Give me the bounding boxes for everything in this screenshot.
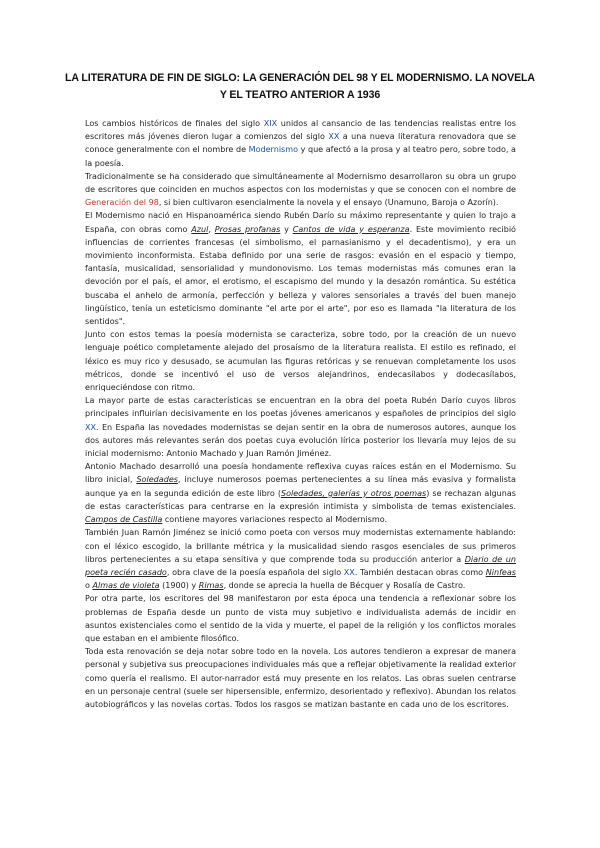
text-run: , incluye numerosos poemas pertenecientes a su línea más evasiva y formalista aunque ya en la segunda edición de este libro (	[85, 475, 516, 498]
text-run: La mayor parte de estas características se encuentran en la obra del poeta Rubén Darío cuyos libros principales influirían decisivamente en los poetas jóvenes americanos y españoles de principios del siglo	[85, 396, 516, 419]
work-title-ninfeas: Ninfeas	[485, 567, 516, 577]
work-title-almas-de-violeta: Almas de violeta	[92, 581, 160, 591]
paragraph-2	[85, 170, 516, 210]
text-run: (1900) y	[159, 581, 199, 591]
work-title-campos-de-castilla: Campos de Castilla	[85, 515, 163, 525]
term-generacion-98: Generación del 98	[85, 198, 159, 208]
text-run: . En España las novedades modernistas se dejan sentir en la obra de numerosos autores, aunque los dos autores más relevantes serán dos poetas cuya evolución lírica posterior los llevaría muy lejos de su inicial modernismo: Antonio Machado y Juan Ramón Jiménez.	[85, 422, 516, 459]
century-xx: XX	[343, 567, 355, 577]
text-run: También Juan Ramón Jiménez se inició como poeta con versos muy modernistas externamente hablando: con el léxico escogido, la brillante métrica y la musicalidad siendo rasgos esenciales de sus primeros libros pertenecientes a su etapa sensitiva y que comprende toda su producción anterior a	[85, 528, 516, 564]
text-run: a una nueva literatura renovadora que se conoce generalmente con el nombre de	[85, 132, 516, 155]
work-title-rimas: Rimas	[198, 581, 224, 591]
paragraph-7	[85, 526, 516, 592]
text-run: . Este movimiento recibió influencias de corrientes francesas (el simbolismo, el parnasianismo y el decadentismo), y era un movimiento inconformista. Estaba definido por una serie de rasgos: evasión en el espacio y tiempo, fantasía, musicalidad, sensorialidad y mundonovismo. Los temas modernistas más comunes eran la devoción por el país, el amor, el erotismo, el escapismo del mundo y la desazón romántica. Su estética buscaba el anhelo de armonía, perfección y belleza y valores sensoriales a través del buen manejo lingüístico, tenía un esteticismo dominante "el arte por el arte", por eso es llamada "la literatura de los sentidos".	[85, 224, 516, 327]
work-title-soledades-galerias: Soledades, galerías y otros poemas	[280, 488, 427, 498]
work-title-soledades: Soledades	[136, 475, 178, 485]
text-run: o	[85, 581, 93, 591]
text-run: ,	[208, 224, 215, 234]
century-xx: XX	[328, 132, 340, 142]
work-title-azul: Azul	[191, 224, 209, 234]
text-run: Antonio Machado desarrolló una poesía hondamente reflexiva cuyas raíces están en el Modernismo. Su libro inicial,	[85, 462, 516, 485]
text-run: y que afectó a la prosa y al teatro pero, sobre todo, a la poesía.	[85, 145, 516, 168]
text-run: . También destacan obras como	[354, 567, 486, 577]
text-run: y	[280, 224, 293, 234]
text-run: contiene mayores variaciones respecto al Modernismo.	[162, 515, 388, 525]
text-run: unidos al cansancio de las tendencias realistas entre los escritores más jóvenes dieron lugar a comienzos del siglo	[85, 119, 517, 142]
paragraph-1	[85, 117, 516, 170]
paragraph-9: Toda esta renovación se deja notar sobre todo en la novela. Los autores tendieron a expresar de manera personal y subjetiva sus preocupaciones individuales más que a reflejar objetivamente la realidad exterior como quería el realismo. El autor-narrador está muy presente en los relatos. Las obras suelen centrarse en un personaje central (suele ser hipersensible, enfermizo, desorientado y reflexivo). Abundan los relatos autobiográficos y las novelas cortas. Todos los rasgos se matizan bastante en cada uno de los escritores.	[85, 647, 516, 709]
text-run: Tradicionalmente se ha considerado que simultáneamente al Modernismo desarrollaron su obra un grupo de escritores que coinciden en muchos aspectos con los modernistas y que se conocen con el nombre de	[85, 171, 516, 195]
term-modernismo: Modernismo	[248, 145, 299, 155]
text-run: ) se rechazan algunas de estas características para centrarse en la expresión intimista y simbolista de temas existenciales.	[85, 488, 516, 511]
paragraph-4: Junto con estos temas la poesía modernista se caracteriza, sobre todo, por la creación de un nuevo lenguaje poético completamente alejado del prosaísmo de la literatura realista. El estilo es refinado, el léxico es muy rico y desusado, se acumulan las figuras retóricas y se renuevan completamente los usos métricos, donde se incentivó el uso de versos alejandrinos, endecasílabos y dodecasílabos, enriqueciéndose con ritmo.	[85, 330, 516, 393]
text-run: , obra clave de la poesía española del siglo	[166, 567, 344, 577]
document-body	[85, 117, 516, 711]
text-run: Los cambios históricos de finales del siglo	[85, 119, 264, 128]
paragraph-3	[85, 209, 516, 328]
paragraph-5	[85, 394, 516, 460]
century-xx: XX	[85, 422, 97, 432]
text-run: , si bien cultivaron esencialmente la novela y el ensayo (Unamuno, Baroja o Azorín).	[158, 198, 499, 208]
work-title-cantos: Cantos de vida y esperanza	[292, 224, 410, 234]
century-xix: XIX	[263, 119, 278, 128]
work-title-prosas-profanas: Prosas profanas	[214, 224, 281, 234]
paragraph-6	[85, 460, 516, 526]
paragraph-8: Por otra parte, los escritores del 98 manifestaron por esta época una tendencia a reflexionar sobre los problemas de España desde un punto de vista muy subjetivo e individualista además de incidir en asuntos existenciales como el sentido de la vida y muerte, el papel de la religión y los conflictos morales que estaban en el ambiente filosófico.	[85, 594, 516, 643]
text-run: , donde se aprecia la huella de Bécquer y Rosalía de Castro.	[223, 581, 466, 591]
document-title: LA LITERATURA DE FIN DE SIGLO: LA GENERACIÓN DEL 98 Y EL MODERNISMO. LA NOVELA Y EL TEATRO ANTERIOR A 1936	[65, 72, 535, 101]
text-run: El Modernismo nació en Hispanoamérica siendo Rubén Darío su máximo representante y quien lo trajo a España, con obras como	[85, 211, 516, 234]
work-title-diario: Diario de un poeta recién casado	[85, 554, 516, 577]
